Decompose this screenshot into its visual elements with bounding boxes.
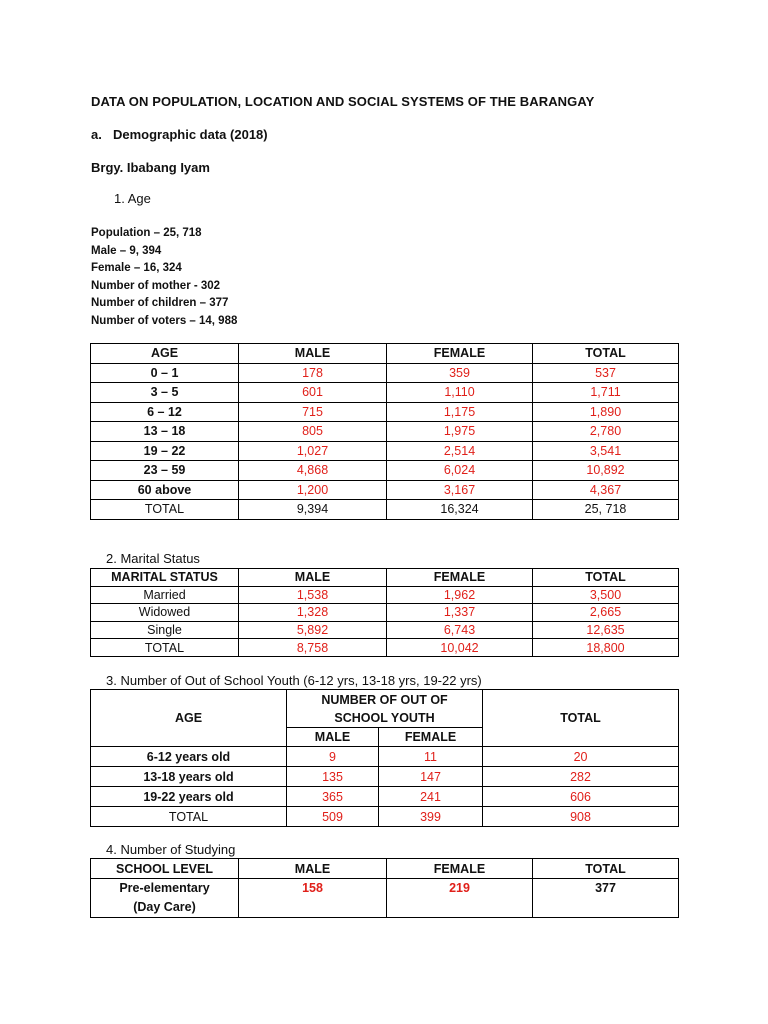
male-cell: 601 <box>239 383 387 403</box>
male-cell: 365 <box>287 787 379 807</box>
table-row <box>91 604 679 622</box>
female-total-cell: 10,042 <box>387 639 533 657</box>
stat-male: Male – 9, 394 <box>91 244 162 257</box>
grand-total-cell: 25, 718 <box>533 500 679 520</box>
age-range-cell: 60 above <box>91 480 239 500</box>
age-table <box>90 343 679 520</box>
marital-status-caption: 2. Marital Status <box>106 551 200 566</box>
table-row <box>91 441 679 461</box>
total-cell: 2,665 <box>533 604 679 622</box>
female-cell: 147 <box>379 767 483 787</box>
total-cell: 4,367 <box>533 480 679 500</box>
school-level-line1: Pre-elementary <box>119 881 210 895</box>
female-cell: 6,743 <box>387 621 533 639</box>
table-header-row <box>91 859 679 879</box>
female-total-cell: 399 <box>379 807 483 827</box>
table-row <box>91 402 679 422</box>
status-cell: Widowed <box>91 604 239 622</box>
table-row <box>91 621 679 639</box>
column-header: TOTAL <box>533 344 679 364</box>
column-header: FEMALE <box>387 569 533 587</box>
marital-status-table <box>90 568 679 657</box>
male-cell: 5,892 <box>239 621 387 639</box>
stat-mothers: Number of mother - 302 <box>91 279 221 292</box>
column-header-female: FEMALE <box>379 728 483 747</box>
total-cell: 606 <box>483 787 679 807</box>
group-header-line2: SCHOOL YOUTH <box>334 710 435 725</box>
total-cell: 2,780 <box>533 422 679 442</box>
table-row <box>91 879 679 918</box>
column-header: FEMALE <box>387 344 533 364</box>
table-header-row <box>91 569 679 587</box>
total-label-cell: TOTAL <box>91 807 287 827</box>
age-range-cell: 6 – 12 <box>91 402 239 422</box>
table-total-row <box>91 807 679 827</box>
total-cell: 282 <box>483 767 679 787</box>
group-header-line1: NUMBER OF OUT OF <box>321 692 448 707</box>
status-cell: Married <box>91 586 239 604</box>
column-header: MALE <box>239 344 387 364</box>
age-group-cell: 19-22 years old <box>91 787 287 807</box>
stat-children: Number of children – 377 <box>91 297 229 310</box>
female-cell: 1,175 <box>387 402 533 422</box>
male-cell: 158 <box>239 879 387 918</box>
column-header-total: TOTAL <box>483 690 679 747</box>
male-cell: 135 <box>287 767 379 787</box>
age-group-cell: 13-18 years old <box>91 767 287 787</box>
column-header-group <box>287 690 483 728</box>
table-row <box>91 422 679 442</box>
female-cell: 3,167 <box>387 480 533 500</box>
column-header-male: MALE <box>287 728 379 747</box>
age-range-cell: 19 – 22 <box>91 441 239 461</box>
school-level-line2: (Day Care) <box>133 900 196 914</box>
table-header-row <box>91 344 679 364</box>
age-range-cell: 3 – 5 <box>91 383 239 403</box>
column-header: MALE <box>239 859 387 879</box>
table-row <box>91 747 679 767</box>
grand-total-cell: 908 <box>483 807 679 827</box>
female-cell: 6,024 <box>387 461 533 481</box>
total-cell: 1,890 <box>533 402 679 422</box>
section-a-title: Demographic data (2018) <box>113 127 268 142</box>
table-row <box>91 787 679 807</box>
column-header: MARITAL STATUS <box>91 569 239 587</box>
female-cell: 2,514 <box>387 441 533 461</box>
column-header-age: AGE <box>91 690 287 747</box>
stat-female: Female – 16, 324 <box>91 262 182 275</box>
male-total-cell: 9,394 <box>239 500 387 520</box>
total-cell: 20 <box>483 747 679 767</box>
column-header: FEMALE <box>387 859 533 879</box>
column-header: AGE <box>91 344 239 364</box>
column-header: TOTAL <box>533 569 679 587</box>
number-studying-caption: 4. Number of Studying <box>106 842 236 857</box>
table-row <box>91 461 679 481</box>
total-cell: 3,541 <box>533 441 679 461</box>
school-level-cell <box>91 879 239 918</box>
column-header: TOTAL <box>533 859 679 879</box>
status-cell: Single <box>91 621 239 639</box>
total-label-cell: TOTAL <box>91 639 239 657</box>
female-cell: 1,962 <box>387 586 533 604</box>
table-row <box>91 383 679 403</box>
male-cell: 4,868 <box>239 461 387 481</box>
female-total-cell: 16,324 <box>387 500 533 520</box>
barangay-name: Brgy. Ibabang Iyam <box>91 160 210 175</box>
population-summary <box>91 225 237 331</box>
table-total-row <box>91 639 679 657</box>
male-cell: 715 <box>239 402 387 422</box>
total-label-cell: TOTAL <box>91 500 239 520</box>
total-cell: 12,635 <box>533 621 679 639</box>
female-cell: 241 <box>379 787 483 807</box>
age-range-cell: 0 – 1 <box>91 363 239 383</box>
table-row <box>91 586 679 604</box>
total-cell: 537 <box>533 363 679 383</box>
table-row <box>91 363 679 383</box>
age-group-cell: 6-12 years old <box>91 747 287 767</box>
male-cell: 805 <box>239 422 387 442</box>
male-cell: 1,027 <box>239 441 387 461</box>
number-studying-table <box>90 858 679 918</box>
female-cell: 1,337 <box>387 604 533 622</box>
age-range-cell: 23 – 59 <box>91 461 239 481</box>
male-cell: 1,200 <box>239 480 387 500</box>
out-of-school-youth-table <box>90 689 679 827</box>
column-header: MALE <box>239 569 387 587</box>
section-a-heading <box>91 127 268 142</box>
stat-population: Population – 25, 718 <box>91 227 202 239</box>
document-title: DATA ON POPULATION, LOCATION AND SOCIAL SYSTEMS OF THE BARANGAY <box>91 94 595 109</box>
male-total-cell: 8,758 <box>239 639 387 657</box>
female-cell: 1,975 <box>387 422 533 442</box>
male-cell: 1,538 <box>239 586 387 604</box>
column-header: SCHOOL LEVEL <box>91 859 239 879</box>
total-cell: 1,711 <box>533 383 679 403</box>
male-total-cell: 509 <box>287 807 379 827</box>
male-cell: 1,328 <box>239 604 387 622</box>
female-cell: 219 <box>387 879 533 918</box>
female-cell: 359 <box>387 363 533 383</box>
table-row <box>91 480 679 500</box>
total-cell: 377 <box>533 879 679 918</box>
grand-total-cell: 18,800 <box>533 639 679 657</box>
item-age-heading: 1. Age <box>114 191 151 206</box>
total-cell: 10,892 <box>533 461 679 481</box>
table-row <box>91 767 679 787</box>
table-header-row <box>91 690 679 728</box>
section-a-marker: a. <box>91 127 102 142</box>
male-cell: 178 <box>239 363 387 383</box>
male-cell: 9 <box>287 747 379 767</box>
total-cell: 3,500 <box>533 586 679 604</box>
stat-voters: Number of voters – 14, 988 <box>91 314 238 327</box>
age-range-cell: 13 – 18 <box>91 422 239 442</box>
table-total-row <box>91 500 679 520</box>
out-of-school-youth-caption: 3. Number of Out of School Youth (6-12 yrs, 13-18 yrs, 19-22 yrs) <box>106 673 482 688</box>
female-cell: 1,110 <box>387 383 533 403</box>
female-cell: 11 <box>379 747 483 767</box>
